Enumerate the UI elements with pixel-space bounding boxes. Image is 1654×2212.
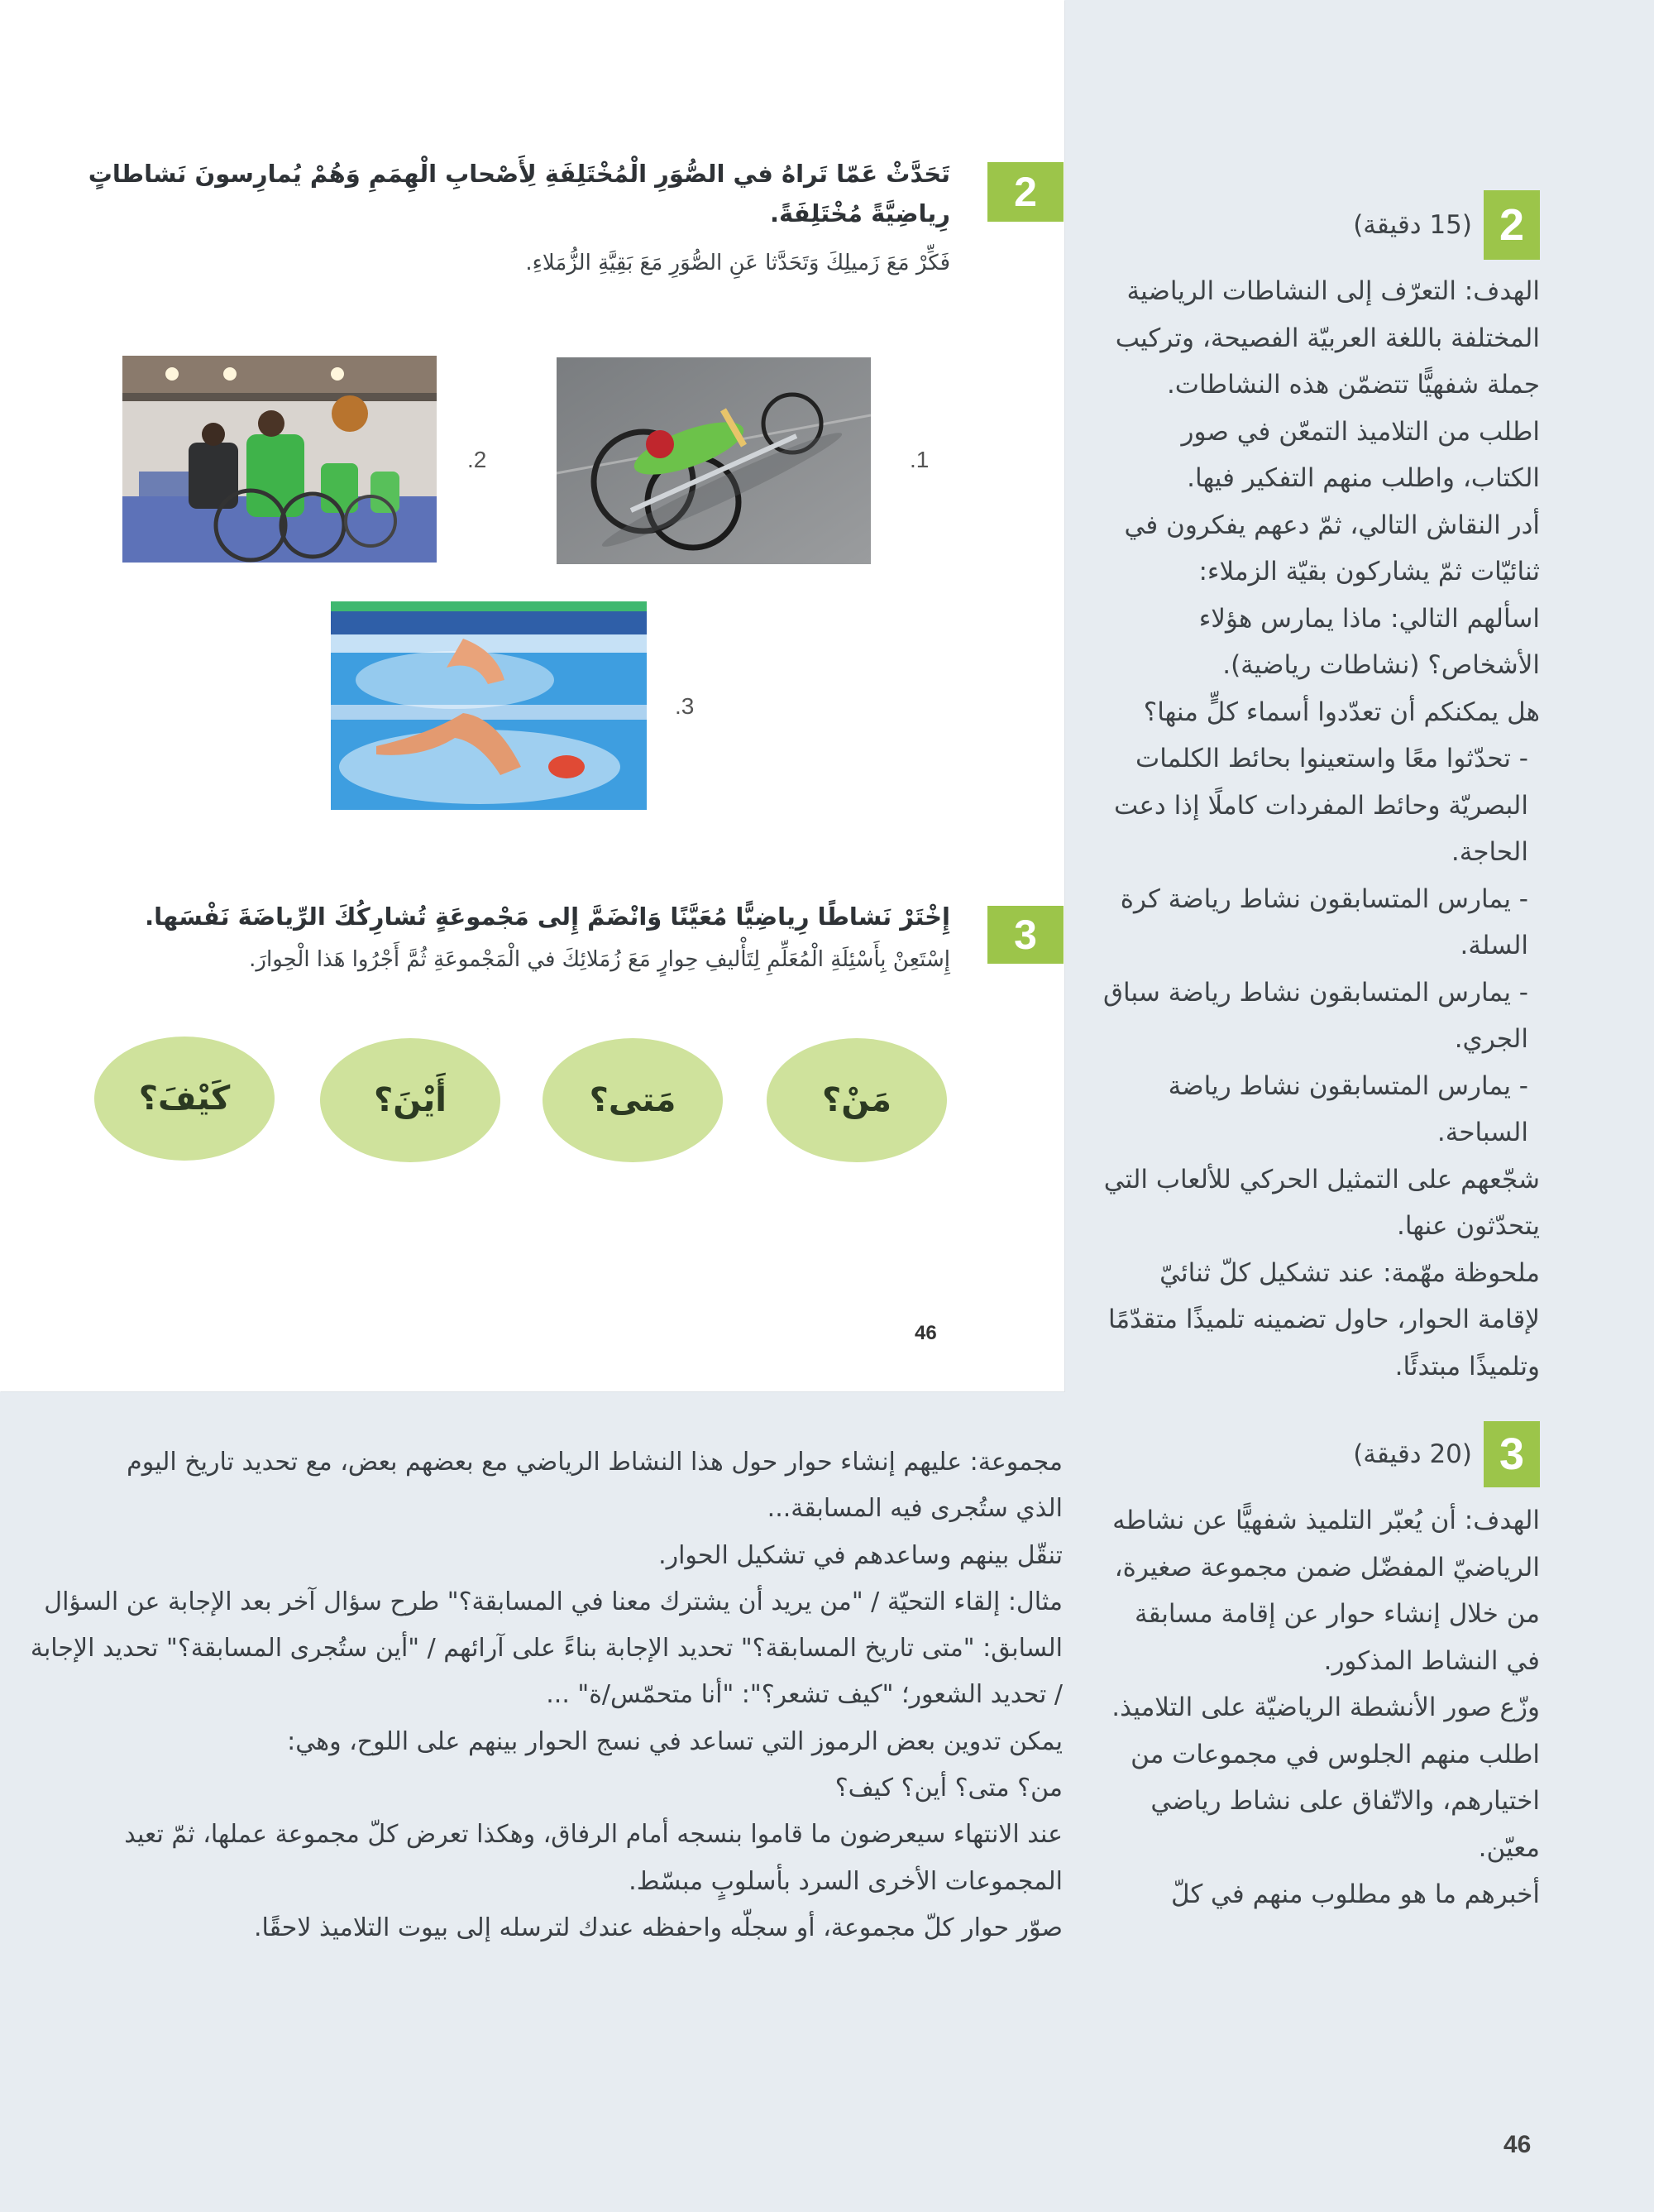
- student-page-number: 46: [915, 1322, 937, 1344]
- section-2-instruction: اطلب من التلاميذ التمعّن في صور الكتاب، واطلب منهم التفكير فيها.: [1181, 416, 1540, 493]
- section-2-instruction: شجّعهم على التمثيل الحركي للألعاب التي يتحدّثون عنها.: [1103, 1164, 1540, 1241]
- note-line: / تحديد الشعور؛ "كيف تشعر؟": "أنا متحمّس/ة" ...: [546, 1680, 1063, 1710]
- section-2-bullet: - تحدّثوا معًا واستعينوا بحائط الكلمات البصريّة وحائط المفردات كاملًا إذا دعت الحاجة.: [1114, 744, 1528, 867]
- section-2-note: ملحوظة مهّمة: عند تشكيل كلّ ثنائيّ لإقامة الحوار، حاول تضمينه تلميذًا متقدّمًا وتلميذًا مبتدئًا.: [1108, 1257, 1540, 1381]
- section-3-instruction: اطلب منهم الجلوس في مجموعات من اختيارهم، والاتّفاق على نشاط رياضي معيّن.: [1131, 1739, 1540, 1863]
- note-line: السابق: "متى تاريخ المسابقة؟" تحديد الإجابة بناءً على آرائهم / "أين ستُجرى المسابقة؟" تحديد الإجابة: [30, 1634, 1063, 1664]
- section-2-bullet: - يمارس المتسابقون نشاط رياضة كرة السلة.: [1120, 883, 1528, 960]
- teacher-guide-column: [1100, 190, 1540, 1918]
- exercise-3-subtitle: إِسْتَعِنْ بِأَسْئِلَةِ الْمُعَلِّمِ لِتَأْليفِ حِوارٍ مَعَ زُمَلائِكَ في الْمَجْموعَةِ ثُمَّ أَجْرُوا هَذا الْحِوارَ.: [249, 947, 950, 972]
- note-line: الذي ستُجرى فيه المسابقة...: [767, 1494, 1063, 1524]
- section-number: 3: [1499, 1429, 1525, 1479]
- section-2-goal: الهدف: التعرّف إلى النشاطات الرياضية المختلفة باللغة العربيّة الفصيحة، وتركيب جملة شفهيًّا تتضمّن هذه النشاطات.: [1115, 276, 1540, 400]
- note-line: المجموعات الأخرى السرد بأسلوبٍ مبسّط.: [629, 1866, 1063, 1896]
- wheelchair-basketball-image: [122, 356, 437, 563]
- section-2-bullet: - يمارس المتسابقون نشاط رياضة السباحة.: [1168, 1070, 1528, 1147]
- section-3-goal: الهدف: أن يُعبّر التلميذ شفهيًّا عن نشاطه الرياضيّ المفضّل ضمن مجموعة صغيرة، من خلال إنشاء حوار عن إقامة مسابقة في النشاط المذكور.: [1112, 1506, 1540, 1676]
- exercise-2-title: تَحَدَّثْ عَمّا تَراهُ في الصُّوَرِ الْمُخْتَلِفَةِ لِأَصْحابِ الْهِمَمِ وَهُمْ يُمارِسونَ نَشاطاتٍ رِياضِيَّةً مُخْتَلِفَةً.: [88, 160, 950, 227]
- section-3-instruction: أخبرهم ما هو مطلوب منهم في كلّ: [1170, 1879, 1540, 1909]
- note-line: يمكن تدوين بعض الرموز التي تساعد في نسج الحوار بينهم على اللوح، وهي:: [287, 1726, 1063, 1756]
- section-3-header: [1100, 1420, 1540, 1489]
- section-3-badge: [1484, 1421, 1540, 1487]
- exercise-3-badge: [987, 906, 1064, 964]
- exercise-2-subtitle: فَكِّرْ مَعَ زَميلِكَ وَتَحَدَّثا عَنِ الصُّوَرِ مَعَ بَقِيَّةِ الزُّمَلاءِ.: [525, 251, 950, 275]
- teacher-continued-notes: [0, 1439, 1063, 1951]
- question-word-how: كَيْفَ؟: [94, 1037, 275, 1161]
- note-line: عند الانتهاء سيعرضون ما قاموا بنسجه أمام الرفاق، وهكذا تعرض كلّ مجموعة عملها، ثمّ تعيد: [124, 1820, 1063, 1850]
- section-2-duration: (15 دقيقة): [1353, 209, 1472, 240]
- section-3-duration: (20 دقيقة): [1353, 1439, 1472, 1469]
- note-line: تنقّل بينهم وساعدهم في تشكيل الحوار.: [658, 1540, 1063, 1570]
- exercise-number: 3: [1014, 912, 1037, 958]
- section-2-badge: [1484, 190, 1540, 260]
- section-3-instruction: وزّع صور الأنشطة الرياضيّة على التلاميذ.: [1111, 1693, 1540, 1722]
- question-word-who: مَنْ؟: [767, 1038, 947, 1162]
- exercise-3-title: إِخْتَرْ نَشاطًا رِياضِيًّا مُعَيَّنًا وَانْضَمَّ إِلى مَجْموعَةٍ تُشارِكُكَ الرِّياضَةَ نَفْسَها.: [145, 903, 950, 931]
- photo-2-label: .2: [467, 447, 487, 472]
- question-word-when: مَتى؟: [543, 1038, 723, 1162]
- exercise-2-badge: [987, 162, 1064, 222]
- section-2-bullet: - يمارس المتسابقون نشاط رياضة سباق الجري.: [1103, 977, 1528, 1054]
- note-line: صوّر حوار كلّ مجموعة، أو سجلّه واحفظه عندك لترسله إلى بيوت التلاميذ لاحقًا.: [253, 1913, 1063, 1942]
- section-number: 2: [1499, 199, 1525, 250]
- note-line: مجموعة: عليهم إنشاء حوار حول هذا النشاط الرياضي مع بعضهم بعض، مع تحديد تاريخ اليوم: [127, 1448, 1063, 1477]
- photo-1-label: .1: [910, 447, 930, 472]
- exercise-number: 2: [1014, 169, 1037, 215]
- teacher-page-number: 46: [1503, 2131, 1532, 2158]
- question-word-where: أَيْنَ؟: [320, 1038, 500, 1162]
- note-line: مثال: إلقاء التحيّة / "من يريد أن يشترك معنا في المسابقة؟" طرح سؤال آخر بعد الإجابة عن السؤال: [44, 1587, 1063, 1616]
- section-2-instruction: اسألهم التالي: ماذا يمارس هؤلاء الأشخاص؟ (نشاطات رياضية).: [1198, 603, 1540, 680]
- handcycle-racing-image: [557, 357, 871, 564]
- note-line: من؟ متى؟ أين؟ كيف؟: [834, 1774, 1063, 1803]
- section-2-instruction: أدر النقاش التالي، ثمّ دعهم يفكرون في ثنائيّات ثمّ يشاركون بقيّة الزملاء:: [1124, 510, 1540, 587]
- section-2-header: [1100, 190, 1540, 260]
- photo-3-label: .3: [675, 693, 695, 719]
- section-2-instruction: هل يمكنكم أن تعدّدوا أسماء كلٍّ منها؟: [1143, 697, 1540, 727]
- swimming-image: [331, 601, 647, 810]
- student-book-page: [0, 0, 1064, 1391]
